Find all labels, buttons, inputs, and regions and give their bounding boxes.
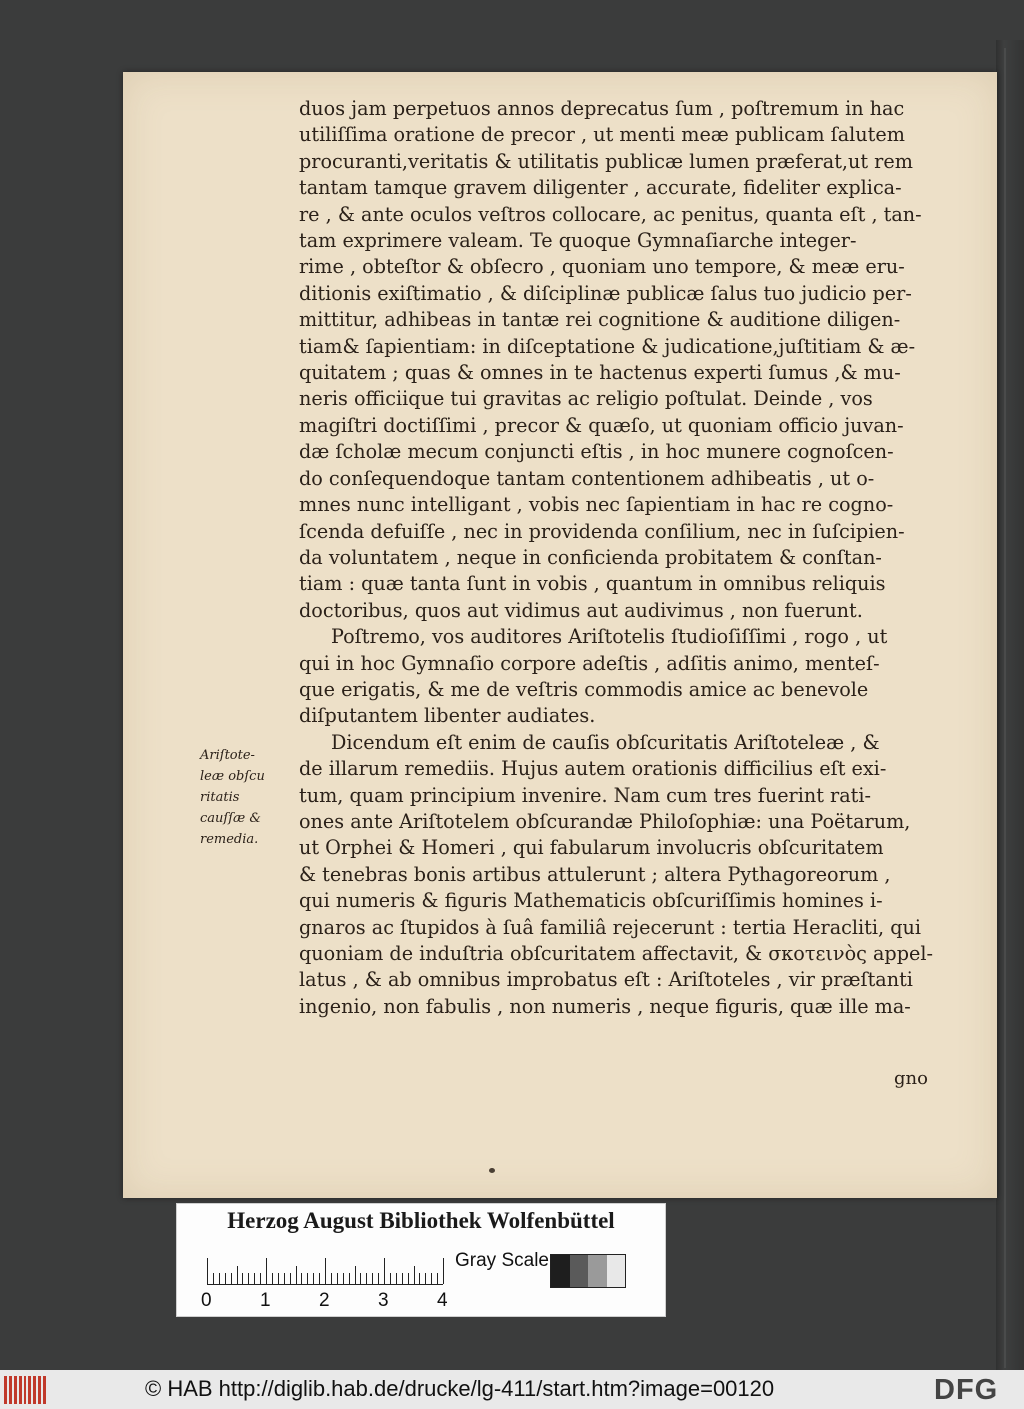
text-line: tiam : quæ tanta ſunt in vobis , quantum in omnibus reliquis: [299, 572, 886, 596]
text-line: re , & ante oculos veſtros collocare, ac penitus, quanta eſt , tan-: [299, 202, 922, 226]
ruler-tick: [325, 1258, 326, 1284]
text-line: ut Orphei & Homeri , qui fabularum involucris obſcuritatem: [299, 836, 884, 860]
ruler-tick: [307, 1273, 308, 1284]
hab-logo-icon: [4, 1376, 46, 1404]
color-target-card: [176, 1203, 666, 1317]
ruler-tick: [343, 1273, 344, 1284]
ruler-tick: [231, 1273, 232, 1284]
text-line: neris officiique tui gravitas ac religio poſtulat. Deinde , vos: [299, 387, 873, 411]
board-edge-line: [1004, 48, 1006, 1368]
dfg-logo: DFG: [934, 1374, 999, 1406]
ruler-tick: [272, 1273, 273, 1284]
text-line: mnes nunc intelligant , vobis nec ſapientiam in hac re cogno-: [299, 493, 894, 517]
text-line: tiam& ſapientiam: in diſceptatione & judicatione,juſtitiam & æ-: [299, 334, 916, 358]
marginal-note-line: ritatis: [200, 790, 240, 805]
ruler-tick: [225, 1273, 226, 1284]
ruler-tick: [278, 1273, 279, 1284]
marginal-note-line: cauſſæ &: [200, 811, 261, 826]
text-line: latus , & ab omnibus improbatus eſt : Ariſtoteles , vir præſtanti: [299, 968, 913, 992]
text-line: que erigatis, & me de veſtris commodis amice ac benevole: [299, 677, 869, 701]
text-line: tantam tamque gravem diligenter , accurate, fideliter explica-: [299, 176, 902, 200]
ruler-number: 0: [201, 1290, 212, 1311]
text-line: quoniam de induſtria obſcuritatem affectavit, & σκοτεινὸς appel-: [299, 942, 933, 965]
text-line: quitatem ; quas & omnes in te hactenus experti ſumus ,& mu-: [299, 361, 901, 385]
ruler-tick: [437, 1273, 438, 1284]
text-line: Poſtremo, vos auditores Ariſtotelis ſtudioſiſſimi , rogo , ut: [331, 625, 888, 649]
ruler-tick: [260, 1273, 261, 1284]
text-line: de illarum remediis. Hujus autem orationis difficilius eſt exi-: [299, 757, 887, 781]
text-line: procuranti,veritatis & utilitatis publicæ lumen præferat,ut rem: [299, 149, 913, 173]
ruler-number: 2: [319, 1290, 330, 1311]
text-line: Dicendum eſt enim de cauſis obſcuritatis Ariſtoteleæ , &: [331, 730, 880, 754]
ruler-number: 4: [437, 1290, 448, 1311]
catchword: gno: [894, 1068, 928, 1089]
gray-swatch: [551, 1255, 570, 1287]
footer-bar: [0, 1370, 1024, 1409]
scale-ruler: [207, 1256, 443, 1285]
ruler-tick: [414, 1266, 415, 1284]
text-line: diſputantem libenter audiates.: [299, 704, 596, 728]
text-line: utiliſſima oratione de precor , ut menti meæ publicam ſalutem: [299, 123, 905, 147]
text-line: rime , obteſtor & obſecro , quoniam uno tempore, & meæ eru-: [299, 255, 905, 279]
ruler-tick: [207, 1258, 208, 1284]
ruler-tick: [431, 1273, 432, 1284]
ruler-tick: [355, 1266, 356, 1284]
text-line: magiſtri doctiſſimi , precor & quæſo, ut quoniam officio juvan-: [299, 413, 904, 437]
ruler-tick: [213, 1273, 214, 1284]
marginal-note-line: Ariſtote-: [200, 748, 255, 763]
marginal-note-line: remedia.: [200, 832, 259, 847]
ruler-tick: [366, 1273, 367, 1284]
text-line: qui numeris & figuris Mathematicis obſcuriſſimis homines i-: [299, 889, 883, 913]
ruler-tick: [237, 1266, 238, 1284]
ruler-tick: [443, 1258, 444, 1284]
target-title: Herzog August Bibliothek Wolfenbüttel: [227, 1208, 615, 1233]
gray-scale-swatches: [550, 1254, 626, 1288]
ruler-tick: [319, 1273, 320, 1284]
text-line: ſcenda defuiſſe , nec in providenda conſilium, nec in ſuſcipien-: [299, 519, 905, 543]
ruler-tick: [425, 1273, 426, 1284]
ruler-tick: [360, 1273, 361, 1284]
ruler-tick: [254, 1273, 255, 1284]
ruler-tick: [408, 1273, 409, 1284]
ruler-number: 3: [378, 1290, 389, 1311]
ruler-tick: [242, 1273, 243, 1284]
ruler-tick: [296, 1266, 297, 1284]
text-line: ones ante Ariſtotelem obſcurandæ Philoſophiæ: una Poëtarum,: [299, 809, 911, 833]
ruler-tick: [219, 1273, 220, 1284]
ruler-tick: [419, 1273, 420, 1284]
text-line: da voluntatem , neque in conficienda probitatem & conſtan-: [299, 545, 882, 569]
text-line: duos jam perpetuos annos deprecatus ſum , poſtremum in hac: [299, 97, 905, 120]
text-line: do conſequendoque tantam contentionem adhibeatis , ut o-: [299, 466, 875, 490]
text-line: tam exprimere valeam. Te quoque Gymnaſiarche integer-: [299, 229, 857, 253]
gray-swatch: [607, 1255, 626, 1287]
ruler-tick: [331, 1273, 332, 1284]
ruler-tick: [372, 1273, 373, 1284]
board-edge: [996, 40, 1024, 1370]
gray-swatch: [570, 1255, 589, 1287]
text-line: mittitur, adhibeas in tantæ rei cognitione & auditione diligen-: [299, 308, 901, 332]
marginal-note-line: leæ obſcu: [200, 769, 265, 784]
ruler-tick: [248, 1273, 249, 1284]
ruler-tick: [384, 1258, 385, 1284]
ruler-tick: [378, 1273, 379, 1284]
ink-mark: [489, 1168, 495, 1173]
text-line: & tenebras bonis artibus attulerunt ; altera Pythagoreorum ,: [299, 862, 891, 886]
text-line: ingenio, non fabulis , non numeris , neque figuris, quæ ille ma-: [299, 994, 911, 1018]
ruler-tick: [290, 1273, 291, 1284]
ruler-tick: [266, 1258, 267, 1284]
ruler-tick: [337, 1273, 338, 1284]
marginal-note: [200, 745, 296, 850]
gray-swatch: [588, 1255, 607, 1287]
text-line: qui in hoc Gymnaſio corpore adeſtis , adſitis animo, menteſ-: [299, 651, 880, 675]
text-line: gnaros ac ſtupidos à ſuâ familiâ rejecerunt : tertia Heracliti, qui: [299, 915, 921, 939]
gray-scale-label: Gray Scale: [455, 1250, 549, 1271]
ruler-tick: [301, 1273, 302, 1284]
text-line: tum, quam principium invenire. Nam cum tres fuerint rati-: [299, 783, 871, 807]
ruler-tick: [390, 1273, 391, 1284]
ruler-tick: [396, 1273, 397, 1284]
footer-link[interactable]: © HAB http://diglib.hab.de/drucke/lg-411/start.htm?image=00120: [145, 1376, 775, 1401]
page-body-text: [299, 96, 959, 1020]
ruler-number: 1: [260, 1290, 271, 1311]
ruler-tick: [349, 1273, 350, 1284]
text-line: dæ ſcholæ mecum conjuncti eſtis , in hoc munere cognoſcen-: [299, 440, 894, 464]
ruler-tick: [284, 1273, 285, 1284]
text-line: doctoribus, quos aut vidimus aut audivimus , non fuerunt.: [299, 598, 863, 622]
ruler-tick: [402, 1273, 403, 1284]
ruler-tick: [313, 1273, 314, 1284]
text-line: ditionis exiſtimatio , & diſciplinæ publicæ ſalus tuo judicio per-: [299, 281, 912, 305]
